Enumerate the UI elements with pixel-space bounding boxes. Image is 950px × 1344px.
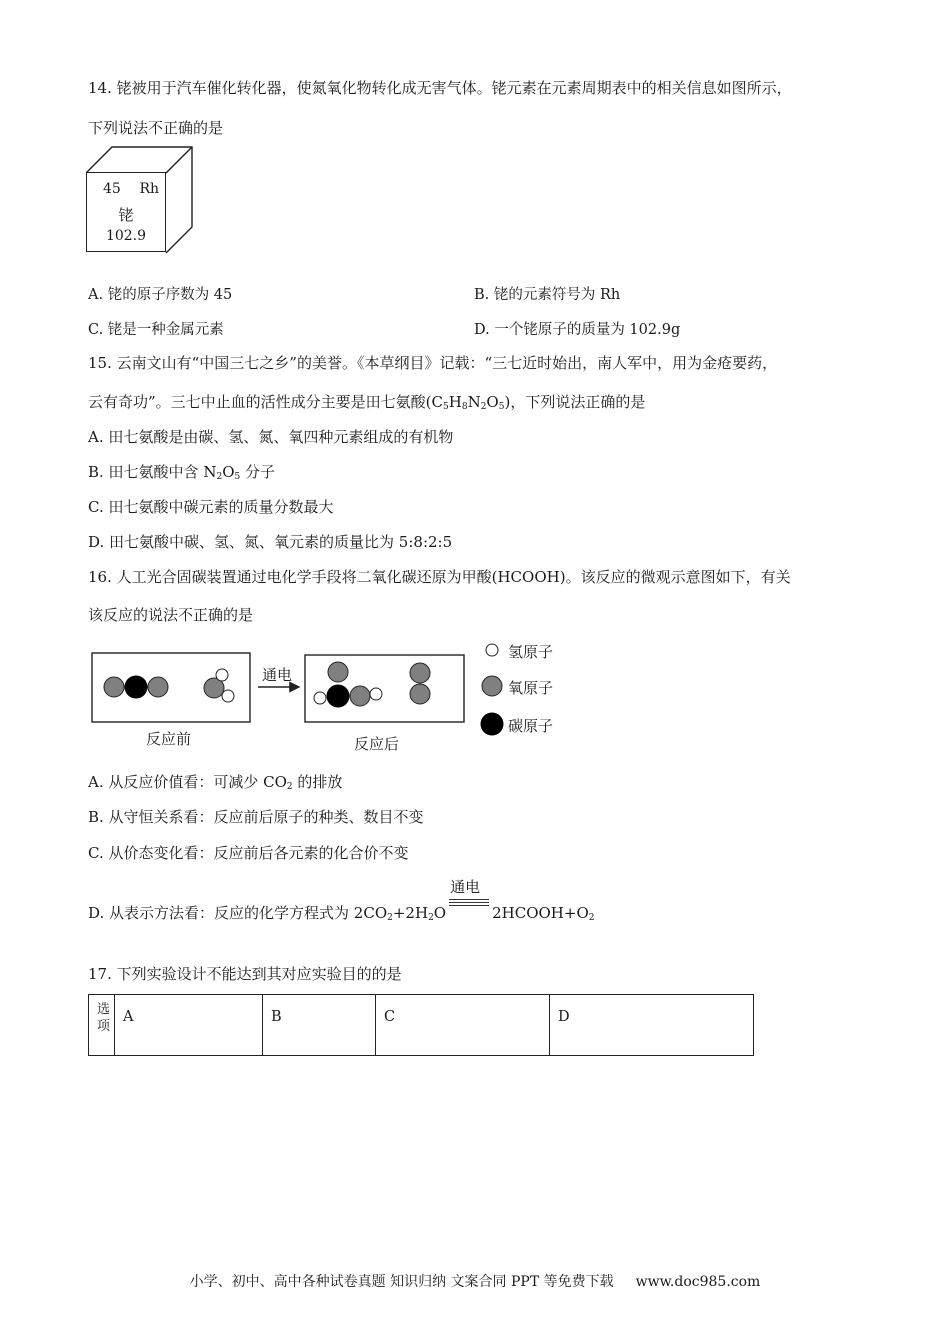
legend-carbon-icon	[481, 713, 504, 736]
q16-option-c: C. 从价态变化看：反应前后各元素的化合价不变	[88, 844, 409, 862]
hydrogen-atom	[314, 692, 326, 704]
oxygen-atom	[148, 677, 168, 697]
atomic-number: 45	[103, 181, 121, 197]
oxygen-atom	[410, 684, 430, 704]
q16-option-a: A. 从反应价值看：可减少 $CO_2$ 的排放	[88, 773, 343, 792]
q14-option-b: B. 铑的元素符号为 Rh	[474, 287, 621, 303]
q15-stem-line2: 云有奇功”。三七中止血的活性成分主要是田七氨酸$(C_5H_8N_2O_5)$，下列说法正确的是	[88, 393, 646, 412]
legend-hydrogen-label: 氢原子	[508, 643, 554, 661]
hydrogen-atom	[216, 669, 228, 681]
q17-options-table	[88, 994, 754, 1056]
table-col-b: B	[263, 995, 376, 1056]
table-header-option: 选项	[89, 995, 115, 1056]
atomic-mass: 102.9	[105, 228, 147, 244]
legend-hydrogen-icon	[486, 644, 498, 656]
carbon-atom	[327, 685, 350, 708]
element-card	[86, 146, 196, 254]
legend-oxygen-label: 氧原子	[508, 679, 554, 697]
q14-stem-line1: 14. 铑被用于汽车催化转化器，使氮氧化物转化成无害气体。铑元素在元素周期表中的相关信息如图所示，	[88, 79, 792, 97]
footer-url[interactable]: www.doc985.com	[635, 1274, 761, 1290]
equation-condition: 通电	[449, 904, 489, 918]
table-col-a: A	[115, 995, 263, 1056]
q15-option-d: D. 田七氨酸中碳、氢、氮、氧元素的质量比为 5:8:2:5	[88, 533, 453, 551]
oxygen-atom	[350, 686, 370, 706]
q15-stem-line1: 15. 云南文山有“中国三七之乡”的美誉。《本草纲目》记载：“三七近时始出，南人军中，用为金疮要药，	[88, 354, 778, 372]
footer-text: 小学、初中、高中各种试卷真题 知识归纳 文案合同 PPT 等免费下载	[189, 1274, 614, 1290]
table-col-d: D	[550, 995, 754, 1056]
table-col-c: C	[376, 995, 550, 1056]
q15-option-c: C. 田七氨酸中碳元素的质量分数最大	[88, 498, 334, 516]
q14-option-d: D. 一个铑原子的质量为 102.9g	[474, 322, 681, 338]
q14-option-c: C. 铑是一种金属元素	[88, 322, 224, 338]
carbon-atom	[125, 676, 148, 699]
reaction-after-box	[305, 655, 464, 722]
legend-oxygen-icon	[482, 676, 502, 696]
q15-option-a: A. 田七氨酸是由碳、氢、氮、氧四种元素组成的有机物	[88, 428, 454, 446]
q16-option-b: B. 从守恒关系看：反应前后原子的种类、数目不变	[88, 808, 424, 826]
q14-stem-line2: 下列说法不正确的是	[88, 119, 224, 137]
element-symbol: Rh	[139, 181, 159, 197]
legend-carbon-label: 碳原子	[508, 717, 554, 735]
element-name: 铑	[118, 206, 134, 224]
q14-option-a: A. 铑的原子序数为 45	[88, 287, 233, 303]
reaction-condition-label: 通电	[262, 666, 293, 684]
before-label: 反应前	[146, 730, 192, 748]
hydrogen-atom	[370, 688, 382, 700]
oxygen-atom	[410, 663, 430, 683]
q16-stem-line2: 该反应的说法不正确的是	[88, 606, 254, 624]
q16-stem-line1: 16. 人工光合固碳装置通过电化学手段将二氧化碳还原为甲酸(HCOOH)。该反应的微观示意图如下，有关	[88, 568, 791, 586]
page-footer	[0, 1271, 950, 1291]
after-label: 反应后	[354, 735, 400, 753]
element-card-face	[86, 172, 166, 252]
q15-option-b: B. 田七氨酸中含 $N_2O_5$ 分子	[88, 463, 276, 482]
oxygen-atom	[328, 662, 348, 682]
q16-option-d: D. 从表示方法看：反应的化学方程式为 $2CO_2+2H_2O$ 通电 $2HCOOH+O_2$	[88, 878, 595, 923]
hydrogen-atom	[222, 690, 234, 702]
q17-stem: 17. 下列实验设计不能达到其对应实验目的的是	[88, 965, 402, 983]
oxygen-atom	[104, 677, 124, 697]
